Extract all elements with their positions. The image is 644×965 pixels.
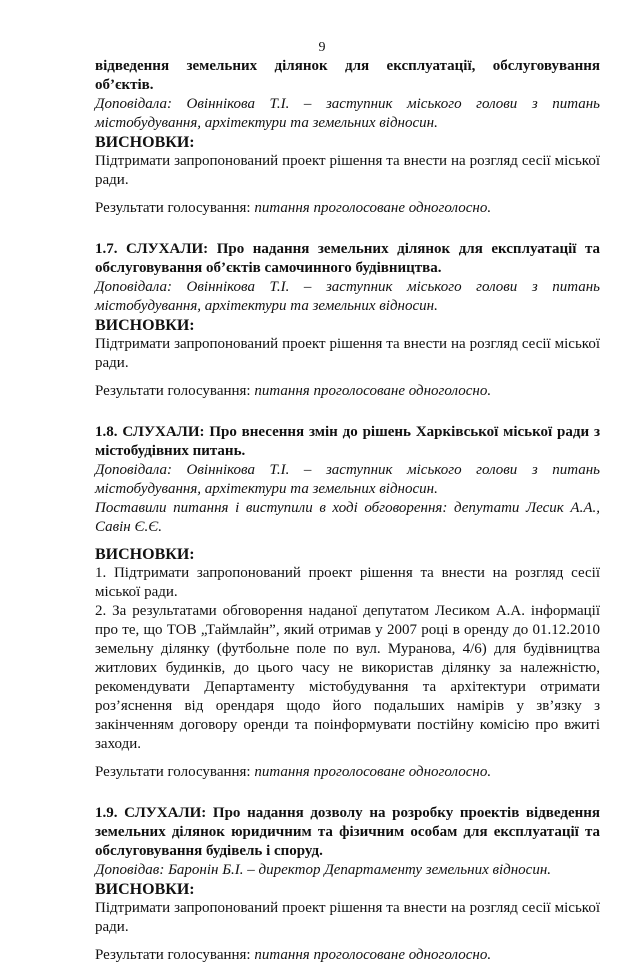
section-heading-line: відведення земельних ділянок для експлуатації, обслуговування xyxy=(95,58,600,74)
conclusion-text: ради. xyxy=(95,919,129,935)
voting-results-value: питання проголосоване одноголосно. xyxy=(254,764,492,780)
conclusion-point-2: житлових будинків, до цього часу не використав ділянку за належністю, xyxy=(95,660,600,676)
conclusion-point-2: про те, що ТОВ „Таймлайн”, який отримав у 2007 році в оренду до 01.12.2010 xyxy=(95,622,600,638)
conclusion-text: Підтримати запропонований проект рішення та внести на розгляд сесії міської xyxy=(95,153,600,169)
voting-results xyxy=(95,763,600,782)
voting-results-value: питання проголосоване одноголосно. xyxy=(254,947,492,963)
conclusions-label: ВИСНОВКИ: xyxy=(95,546,195,563)
section-heading-line: містобудівних питань. xyxy=(95,443,246,459)
conclusions-label: ВИСНОВКИ: xyxy=(95,317,195,334)
voting-results xyxy=(95,199,600,218)
section-heading-line: земельних ділянок юридичним та фізичним особам для експлуатації та xyxy=(95,824,600,840)
reporter-line: Доповідала: Овіннікова Т.І. – заступник міського голови з питань xyxy=(95,96,600,112)
reporter-line: містобудування, архітектури та земельних відносин. xyxy=(95,298,438,314)
conclusions-label: ВИСНОВКИ: xyxy=(95,881,195,898)
conclusion-point-2: земельну ділянку (футбольне поле по вул. Муранова, 4/6) для будівництва xyxy=(95,641,600,657)
voting-results xyxy=(95,382,600,401)
conclusions-label: ВИСНОВКИ: xyxy=(95,134,195,151)
conclusion-point-1: міської ради. xyxy=(95,584,178,600)
section-1-7 xyxy=(95,240,600,401)
conclusion-point-2: рекомендувати Департаменту містобудування та архітектури отримати xyxy=(95,679,600,695)
discussion-line: Поставили питання і виступили в ході обговорення: депутати Лесик А.А., xyxy=(95,500,600,516)
voting-results-value: питання проголосоване одноголосно. xyxy=(254,383,492,399)
reporter-line: містобудування, архітектури та земельних відносин. xyxy=(95,481,438,497)
conclusion-text: Підтримати запропонований проект рішення та внести на розгляд сесії міської xyxy=(95,900,600,916)
section-heading-line: 1.9. СЛУХАЛИ: Про надання дозволу на розробку проектів відведення xyxy=(95,805,600,821)
voting-results-value: питання проголосоване одноголосно. xyxy=(254,200,492,216)
voting-results xyxy=(95,946,600,965)
document-body xyxy=(95,57,600,965)
section-heading-line: обслуговування об’єктів самочинного будівництва. xyxy=(95,260,442,276)
conclusion-point-2: роз’яснення від орендаря щодо його подальших намірів у зв’язку з xyxy=(95,698,600,714)
conclusion-point-2: заходи. xyxy=(95,736,141,752)
section-heading-line: обслуговування будівель і споруд. xyxy=(95,843,323,859)
reporter-line: Доповідала: Овіннікова Т.І. – заступник міського голови з питань xyxy=(95,279,600,295)
conclusion-point-2: закінченням договору оренди та поінформувати постійну комісію про вжиті xyxy=(95,717,600,733)
section-1-8 xyxy=(95,423,600,782)
conclusion-text: Підтримати запропонований проект рішення та внести на розгляд сесії міської xyxy=(95,336,600,352)
page-number: 9 xyxy=(318,40,326,55)
voting-results-label: Результати голосування: xyxy=(95,383,255,399)
voting-results-label: Результати голосування: xyxy=(95,947,255,963)
section-heading-line: об’єктів. xyxy=(95,77,154,93)
reporter-line: містобудування, архітектури та земельних відносин. xyxy=(95,115,438,131)
section-intro xyxy=(95,57,600,218)
conclusion-text: ради. xyxy=(95,172,129,188)
conclusion-text: ради. xyxy=(95,355,129,371)
section-heading-line: 1.7. СЛУХАЛИ: Про надання земельних ділянок для експлуатації та xyxy=(95,241,600,257)
voting-results-label: Результати голосування: xyxy=(95,200,255,216)
discussion-line: Савін Є.Є. xyxy=(95,519,163,535)
voting-results-label: Результати голосування: xyxy=(95,764,255,780)
section-1-9 xyxy=(95,804,600,965)
reporter-line: Доповідав: Баронін Б.І. – директор Департаменту земельних відносин. xyxy=(95,862,552,878)
conclusion-point-1: 1. Підтримати запропонований проект рішення та внести на розгляд сесії xyxy=(95,565,600,581)
section-heading-line: 1.8. СЛУХАЛИ: Про внесення змін до рішень Харківської міської ради з xyxy=(95,424,600,440)
reporter-line: Доповідала: Овіннікова Т.І. – заступник міського голови з питань xyxy=(95,462,600,478)
conclusion-point-2: 2. За результатами обговорення наданої депутатом Лесиком А.А. інформації xyxy=(95,603,600,619)
